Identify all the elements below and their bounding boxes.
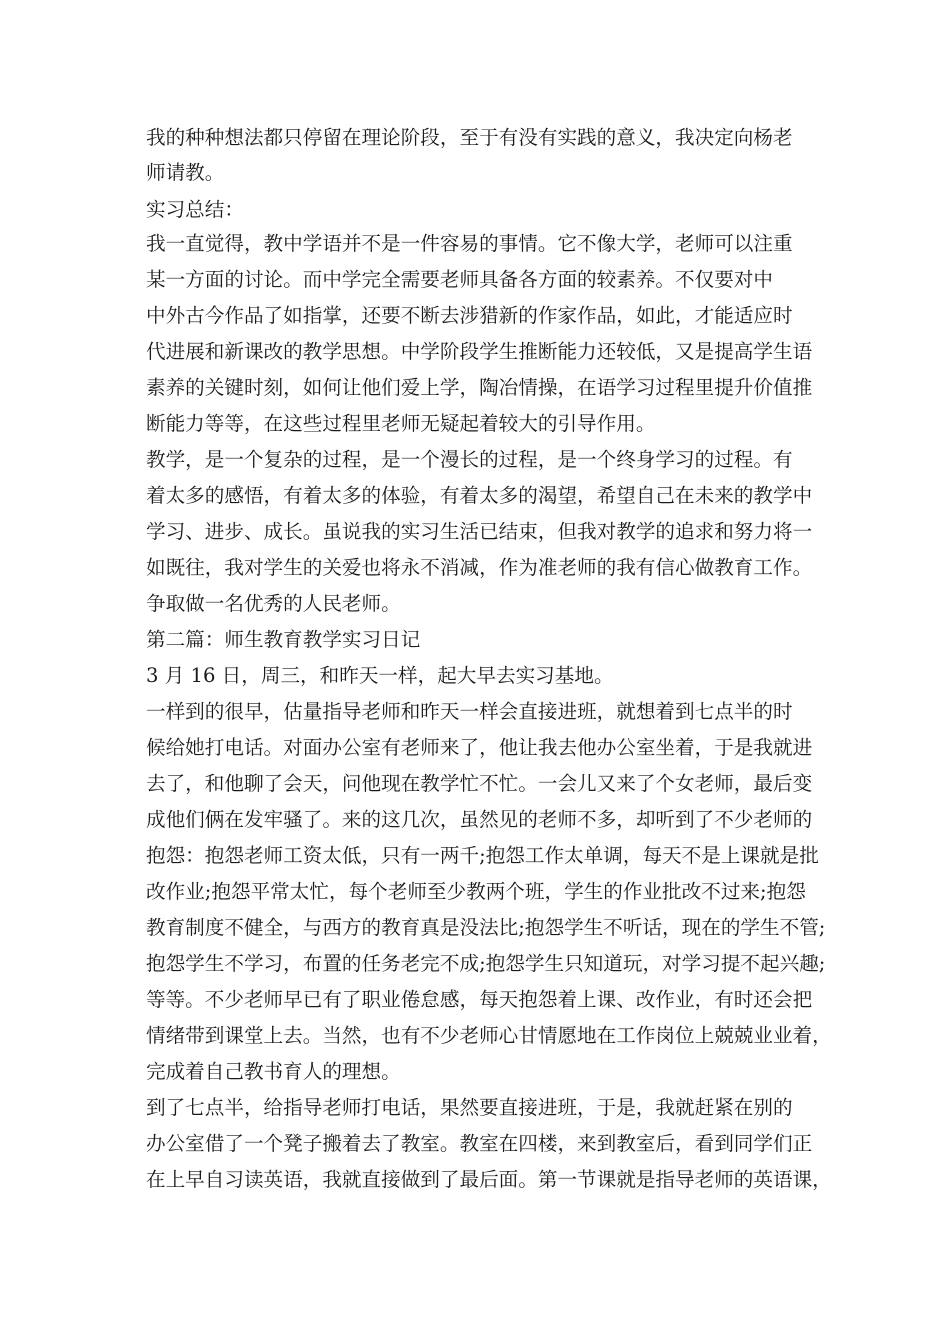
text-line: 教学，是一个复杂的过程，是一个漫长的过程，是一个终身学习的过程。有 — [146, 448, 793, 471]
text-line: 素养的关键时刻，如何让他们爱上学，陶冶情操，在语学习过程里提升价值推 — [146, 376, 813, 399]
text-line: 实习总结： — [146, 198, 244, 221]
text-line: 师请教。 — [146, 161, 225, 184]
text-line: 完成着自己教书育人的理想。 — [146, 1060, 401, 1083]
text-line: 争取做一名优秀的人民老师。 — [146, 592, 401, 615]
text-line: 成他们俩在发牢骚了。来的这几次，虽然见的老师不多，却听到了不少老师的 — [146, 808, 813, 831]
text-line: 代进展和新课改的教学思想。中学阶段学生推断能力还较低，又是提高学生语 — [146, 340, 813, 363]
diary-date-line: 3 月 16 日，周三，和昨天一样，起大早去实习基地。 — [146, 664, 614, 687]
text-line: 抱怨学生不学习，布置的任务老完不成;抱怨学生只知道玩，对学习提不起兴趣; — [146, 952, 826, 975]
text-line: 教育制度不健全，与西方的教育真是没法比;抱怨学生不听话，现在的学生不管; — [146, 916, 826, 939]
text-line: 抱怨：抱怨老师工资太低，只有一两千;抱怨工作太单调，每天不是上课就是批 — [146, 844, 819, 867]
text-line: 某一方面的讨论。而中学完全需要老师具备各方面的较素养。不仅要对中 — [146, 268, 773, 291]
text-line: 情绪带到课堂上去。当然，也有不少老师心甘情愿地在工作岗位上兢兢业业着， — [146, 1024, 832, 1047]
text-line: 学习、进步、成长。虽说我的实习生活已结束，但我对教学的追求和努力将一 — [146, 520, 813, 543]
text-line: 我的种种想法都只停留在理论阶段，至于有没有实践的意义，我决定向杨老 — [146, 126, 793, 149]
text-line: 办公室借了一个凳子搬着去了教室。教室在四楼，来到教室后，看到同学们正 — [146, 1132, 813, 1155]
text-line: 候给她打电话。对面办公室有老师来了，他让我去他办公室坐着，于是我就进 — [146, 736, 813, 759]
section-heading: 第二篇：师生教育教学实习日记 — [146, 628, 421, 651]
text-line: 到了七点半，给指导老师打电话，果然要直接进班，于是，我就赶紧在别的 — [146, 1096, 793, 1119]
text-line: 在上早自习读英语，我就直接做到了最后面。第一节课就是指导老师的英语课， — [146, 1168, 832, 1191]
text-line: 断能力等等，在这些过程里老师无疑起着较大的引导作用。 — [146, 412, 656, 435]
text-line: 改作业;抱怨平常太忙，每个老师至少教两个班，学生的作业批改不过来;抱怨 — [146, 880, 806, 903]
text-line: 去了，和他聊了会天，问他现在教学忙不忙。一会儿又来了个女老师，最后变 — [146, 772, 813, 795]
text-line: 等等。不少老师早已有了职业倦怠感，每天抱怨着上课、改作业，有时还会把 — [146, 988, 813, 1011]
text-line: 如既往，我对学生的关爱也将永不消减，作为准老师的我有信心做教育工作。 — [146, 556, 813, 579]
text-line: 一样到的很早，估量指导老师和昨天一样会直接进班，就想着到七点半的时 — [146, 700, 793, 723]
text-line: 我一直觉得，教中学语并不是一件容易的事情。它不像大学，老师可以注重 — [146, 232, 793, 255]
text-line: 着太多的感悟，有着太多的体验，有着太多的渴望，希望自己在未来的教学中 — [146, 484, 813, 507]
text-line: 中外古今作品了如指掌，还要不断去涉猎新的作家作品，如此，才能适应时 — [146, 304, 793, 327]
